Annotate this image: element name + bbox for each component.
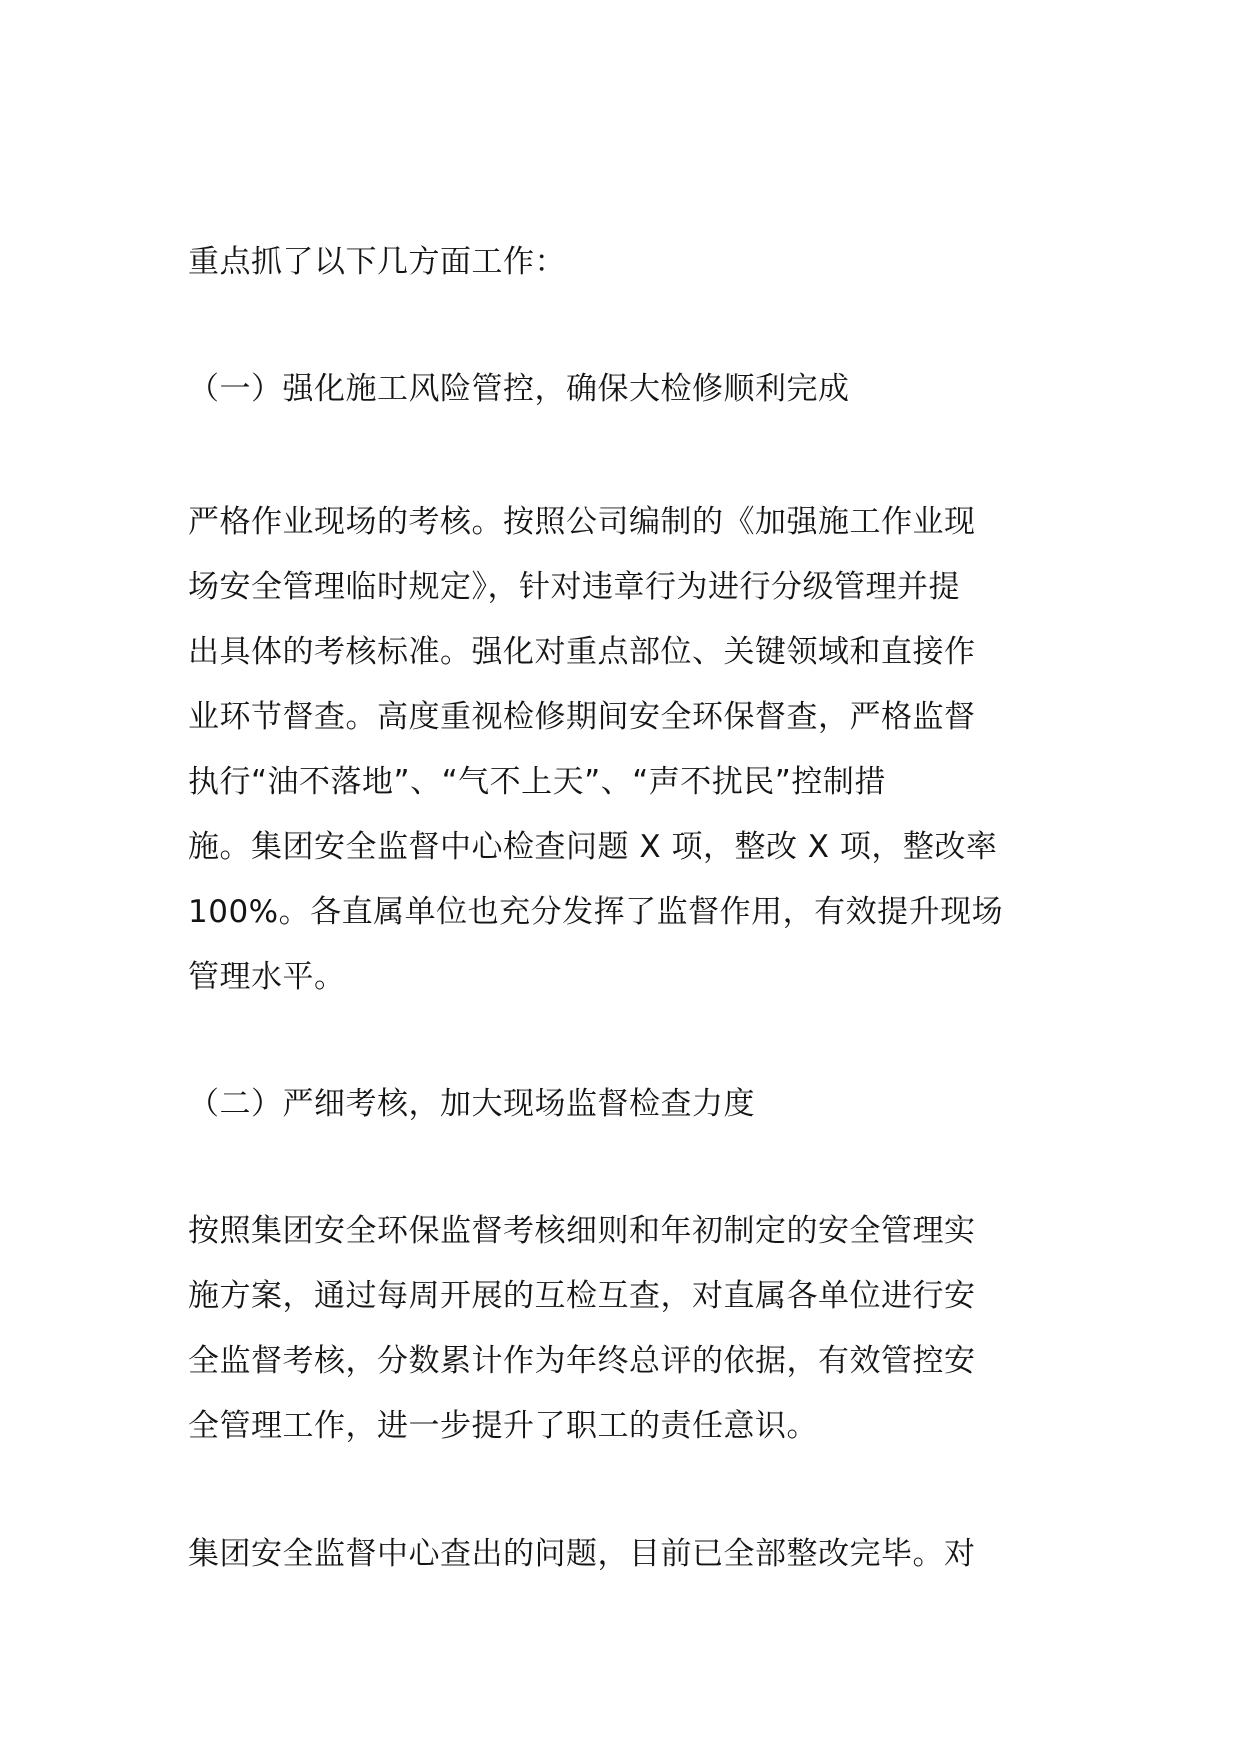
text-line: 执行“油不落地”、“气不上天”、“声不扰民”控制措 [188, 764, 886, 800]
text-line: 重点抓了以下几方面工作： [188, 244, 566, 280]
text-line: 业环节督查。高度重视检修期间安全环保督查，严格监督 [188, 699, 976, 735]
text-line: 全管理工作，进一步提升了职工的责任意识。 [188, 1408, 818, 1444]
section-heading-2: （二）严细考核，加大现场监督检查力度 [188, 1086, 755, 1122]
section-2-paragraph-2 [188, 1522, 1058, 1587]
text-line: 施方案，通过每周开展的互检互查，对直属各单位进行安 [188, 1278, 976, 1314]
text-line: 施。集团安全监督中心检查问题 X 项，整改 X 项，整改率 [188, 829, 998, 865]
text-line: 全监督考核，分数累计作为年终总评的依据，有效管控安 [188, 1343, 976, 1379]
section-heading-1: （一）强化施工风险管控，确保大检修顺利完成 [188, 371, 850, 407]
text-line: 场安全管理临时规定》，针对违章行为进行分级管理并提 [188, 569, 960, 605]
text-line: 100%。各直属单位也充分发挥了监督作用，有效提升现场 [188, 894, 1004, 930]
intro-text [188, 230, 1058, 295]
text-line: 按照集团安全环保监督考核细则和年初制定的安全管理实 [188, 1213, 976, 1249]
text-line: 出具体的考核标准。强化对重点部位、关键领域和直接作 [188, 634, 976, 670]
text-line: 严格作业现场的考核。按照公司编制的《加强施工作业现 [188, 504, 976, 540]
text-line: 管理水平。 [188, 959, 346, 995]
section-2-paragraph [188, 1199, 1058, 1459]
text-line: 集团安全监督中心查出的问题，目前已全部整改完毕。对 [188, 1536, 976, 1572]
section-1-paragraph [188, 490, 1058, 1010]
